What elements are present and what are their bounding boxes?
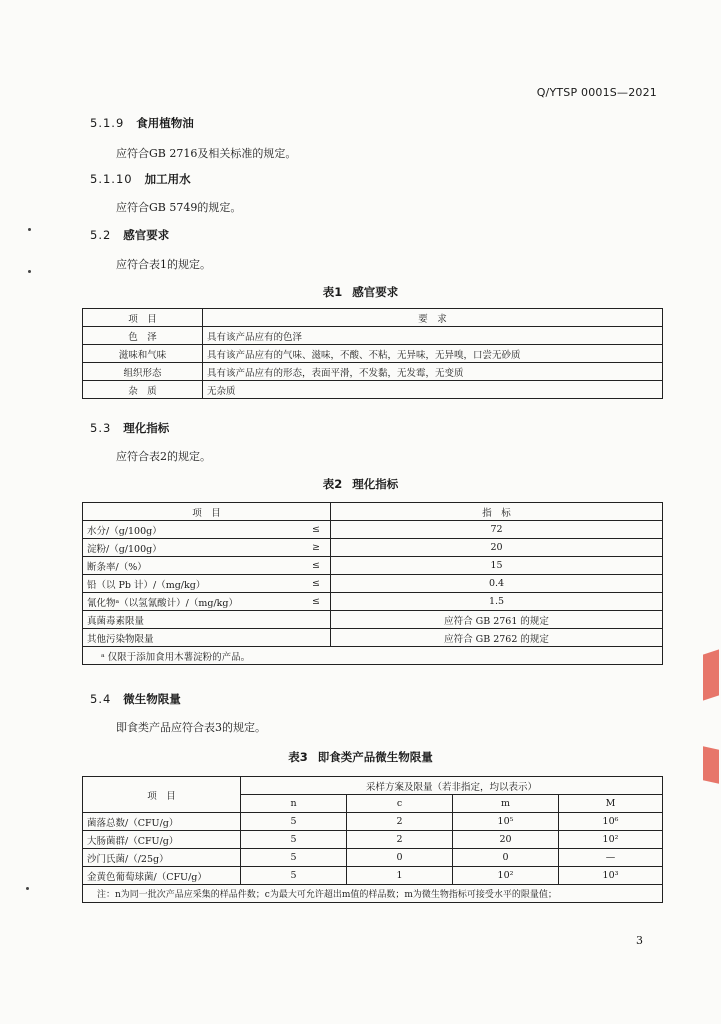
table-cell: 真菌毒素限量 [83, 611, 331, 629]
table-row [83, 539, 663, 557]
table2-caption-title: 理化指标 [352, 477, 399, 491]
table-header-cell: M [559, 795, 663, 813]
table-header-cell: c [347, 795, 453, 813]
table-cell: 沙门氏菌/（/25g） [83, 849, 241, 867]
table-cell: 0 [453, 849, 559, 867]
section-text: 应符合GB 5749的规定。 [116, 201, 242, 214]
table-row [83, 831, 663, 849]
table-cell: 金黄色葡萄球菌/（CFU/g） [83, 867, 241, 885]
section-title: 理化指标 [123, 421, 170, 435]
table2-caption [0, 476, 721, 492]
table-cell: 水分/（g/100g） [83, 521, 273, 539]
table-cell: 杂 质 [83, 381, 203, 399]
table-header-cell: 指 标 [331, 503, 663, 521]
section-number: 5.4 [90, 692, 112, 706]
table-cell: 5 [241, 867, 347, 885]
table3-caption-title: 即食类产品微生物限量 [317, 750, 433, 764]
table-cell: 0.4 [331, 575, 663, 593]
table-cell: 具有该产品应有的气味、滋味，不酸、不粘，无异味，无异嗅，口尝无砂质 [203, 345, 663, 363]
table-header-cell: 项 目 [83, 309, 203, 327]
section-heading [90, 420, 169, 436]
table-row [83, 381, 663, 399]
table-cell: 具有该产品应有的形态，表面平滑，不发黏，无发霉，无变质 [203, 363, 663, 381]
table-row [83, 345, 663, 363]
table-header-cell: 项 目 [83, 503, 331, 521]
table3-caption-label: 表3 [288, 750, 308, 764]
table2-caption-label: 表2 [322, 477, 343, 491]
section-heading [90, 171, 191, 187]
table-cell: 色 泽 [83, 327, 203, 345]
table-cell: 2 [347, 831, 453, 849]
section-title: 食用植物油 [136, 116, 194, 130]
table-row [83, 327, 663, 345]
table-cell: 5 [241, 831, 347, 849]
table-footnote: ᵃ 仅限于添加食用木薯淀粉的产品。 [83, 647, 663, 665]
table-cell: 菌落总数/（CFU/g） [83, 813, 241, 831]
table-cell: 15 [331, 557, 663, 575]
table-note-row [83, 885, 663, 903]
stamp-seal-fragment [703, 746, 719, 783]
table-row [83, 575, 663, 593]
section-text: 应符合表1的规定。 [116, 258, 211, 271]
table-cell: 氰化物ᵃ（以氢氰酸计）/（mg/kg） [83, 593, 273, 611]
table-row [83, 629, 663, 647]
table-row [83, 813, 663, 831]
table-row [83, 867, 663, 885]
table1-caption [0, 284, 721, 300]
table-cell: 5 [241, 813, 347, 831]
table-cell: 具有该产品应有的色泽 [203, 327, 663, 345]
table-cell: 10² [453, 867, 559, 885]
section-heading [90, 691, 181, 707]
table1-caption-label: 表1 [322, 285, 343, 299]
section-number: 5.3 [90, 421, 112, 435]
comparison-symbol: ≤ [273, 521, 331, 539]
table-cell: 滋味和气味 [83, 345, 203, 363]
table-cell: 5 [241, 849, 347, 867]
table-header-row [83, 777, 663, 795]
table-row [83, 363, 663, 381]
table-cell: 20 [453, 831, 559, 849]
table-header-cell: 采样方案及限量（若非指定，均以表示） [241, 777, 663, 795]
standard-code: Q/YTSP 0001S—2021 [536, 86, 657, 99]
section-title: 感官要求 [123, 228, 170, 242]
table-cell: 其他污染物限量 [83, 629, 331, 647]
table-cell: 组织形态 [83, 363, 203, 381]
table1-caption-title: 感官要求 [352, 285, 399, 299]
comparison-symbol: ≤ [273, 593, 331, 611]
table-cell: 断条率/（%） [83, 557, 273, 575]
table2-physicochemical [82, 502, 663, 665]
table-cell: 铅（以 Pb 计）/（mg/kg） [83, 575, 273, 593]
table-cell: 无杂质 [203, 381, 663, 399]
table-cell: 1.5 [331, 593, 663, 611]
table1-sensory [82, 308, 663, 399]
table-cell: 20 [331, 539, 663, 557]
table-cell: — [559, 849, 663, 867]
table3-microbial-limits [82, 776, 663, 903]
table-row [83, 611, 663, 629]
stamp-seal-fragment [703, 649, 719, 700]
section-text: 即食类产品应符合表3的规定。 [116, 721, 266, 734]
table-footnote: 注：n为同一批次产品应采集的样品件数；c为最大可允许超出m值的样品数；m为微生物指标可接受水平的限量值； [83, 885, 663, 903]
table-header-cell: 项 目 [83, 777, 241, 813]
table-cell: 10² [559, 831, 663, 849]
table-cell: 应符合 GB 2762 的规定 [331, 629, 663, 647]
section-text: 应符合表2的规定。 [116, 450, 211, 463]
section-text: 应符合GB 2716及相关标准的规定。 [116, 147, 297, 160]
table-row [83, 557, 663, 575]
section-number: 5.1.9 [90, 116, 125, 130]
table-cell: 10³ [559, 867, 663, 885]
comparison-symbol: ≤ [273, 575, 331, 593]
table-cell: 10⁶ [559, 813, 663, 831]
section-heading [90, 115, 194, 131]
table-header-cell: 要 求 [203, 309, 663, 327]
page-number: 3 [636, 934, 643, 947]
section-number: 5.2 [90, 228, 112, 242]
table-header-row [83, 309, 663, 327]
section-title: 加工用水 [144, 172, 191, 186]
comparison-symbol: ≤ [273, 557, 331, 575]
comparison-symbol: ≥ [273, 539, 331, 557]
section-number: 5.1.10 [90, 172, 133, 186]
section-title: 微生物限量 [123, 692, 181, 706]
table-cell: 72 [331, 521, 663, 539]
table-row [83, 849, 663, 867]
table3-caption [0, 749, 721, 765]
table-cell: 大肠菌群/（CFU/g） [83, 831, 241, 849]
table-row [83, 521, 663, 539]
table-cell: 2 [347, 813, 453, 831]
table-header-row [83, 503, 663, 521]
table-header-cell: n [241, 795, 347, 813]
table-cell: 0 [347, 849, 453, 867]
table-note-row [83, 647, 663, 665]
table-cell: 应符合 GB 2761 的规定 [331, 611, 663, 629]
table-row [83, 593, 663, 611]
table-cell: 1 [347, 867, 453, 885]
table-cell: 10⁵ [453, 813, 559, 831]
punch-mark [28, 228, 31, 231]
table-header-cell: m [453, 795, 559, 813]
punch-mark [28, 270, 31, 273]
punch-mark [26, 887, 29, 890]
section-heading [90, 227, 169, 243]
table-cell: 淀粉/（g/100g） [83, 539, 273, 557]
